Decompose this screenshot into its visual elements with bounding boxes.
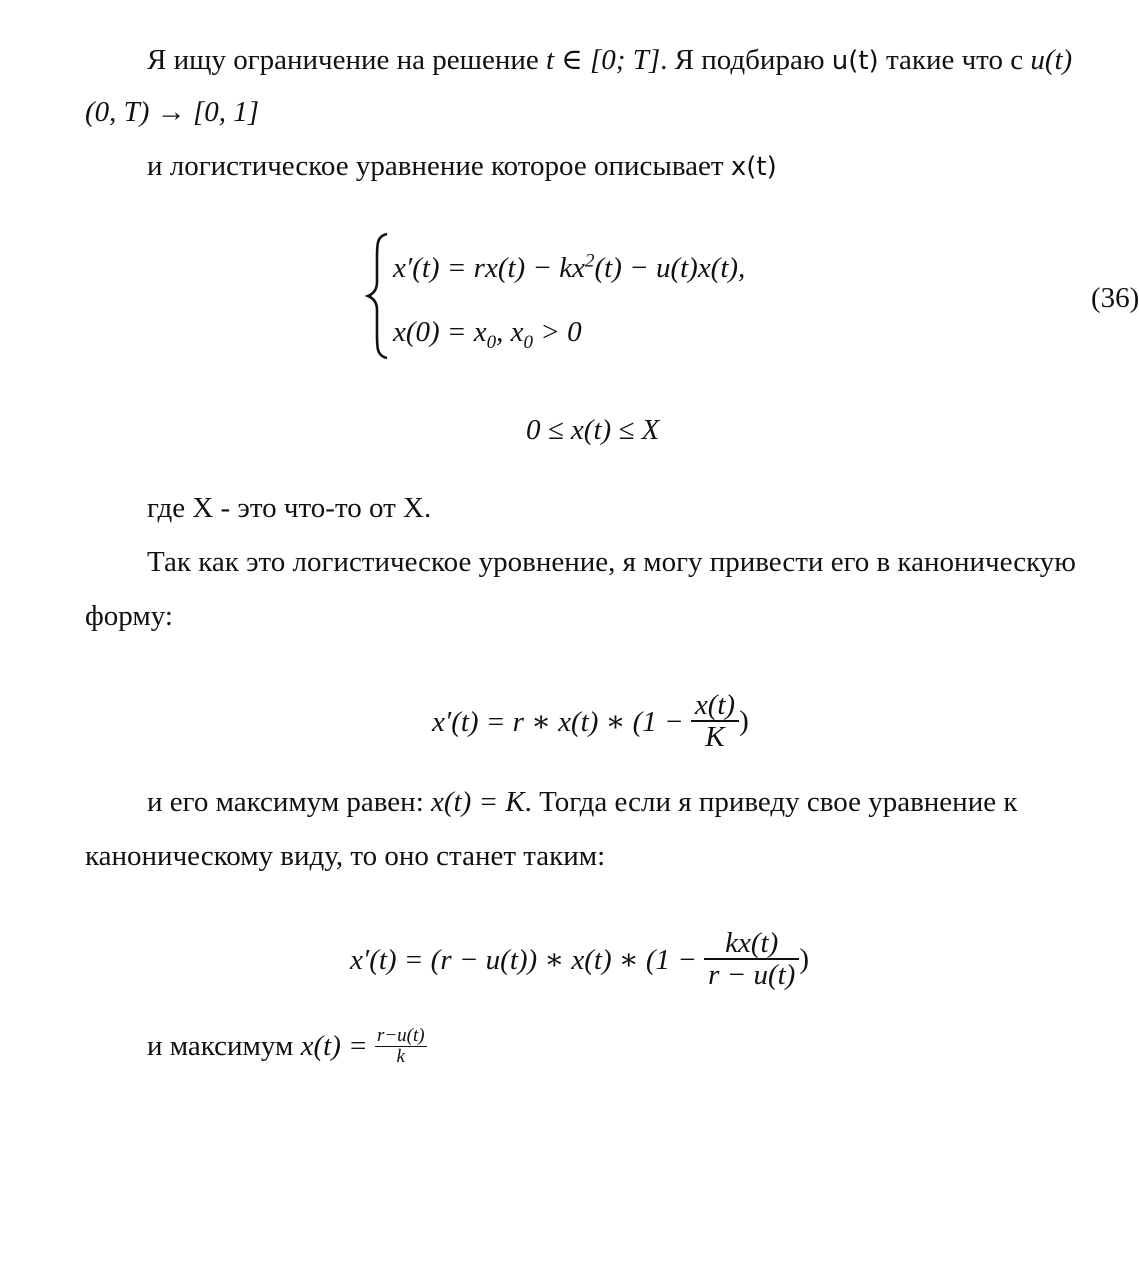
paragraph-2 (147, 150, 777, 183)
fraction-numerator: kx(t) (704, 928, 799, 960)
fraction-denominator: K (705, 721, 725, 754)
eq-fragment: x(0) = x (393, 316, 487, 348)
text-fragment: и его максимум равен: (147, 786, 424, 818)
eq-fragment: x′(t) = rx(t) − kx (393, 252, 585, 284)
text-fragment: . Тогда если я приведу свое уравнение к (524, 786, 1018, 818)
text-fragment: и максимум (147, 1029, 294, 1062)
text-fragment: Я ищу ограничение на решение (147, 44, 539, 76)
text-fragment: такие что с (885, 44, 1024, 76)
eq-subscript: 0 (523, 331, 534, 353)
eq-fragment: ) (799, 942, 809, 975)
eq-fragment: ) (739, 704, 749, 737)
fraction-denominator: k (396, 1045, 405, 1067)
canonical-equation (432, 690, 749, 753)
system-equation-line-2 (393, 316, 582, 353)
text-fragment: и логистическое уравнение которое описывает (147, 150, 724, 182)
eq-fragment: , x (496, 316, 524, 348)
inline-math-max: x(t) = K (431, 786, 525, 818)
inline-fraction (375, 1026, 427, 1067)
paragraph-5-line-1: Так как это логистическое уровнение, я могу привести его в каноническую (147, 546, 1076, 578)
paragraph-6-line-2: каноническому виду, то оно станет таким: (85, 840, 606, 872)
eq-subscript: 0 (486, 331, 497, 353)
bound-equation: 0 ≤ x(t) ≤ X (526, 414, 660, 446)
inline-math-u-of-t: u(t) (1030, 44, 1073, 76)
eq-fragment: (t) − u(t)x(t), (594, 252, 746, 284)
paragraph-7 (147, 1026, 427, 1067)
paragraph-5-line-2: форму: (85, 600, 173, 632)
left-brace-icon (365, 232, 391, 360)
inline-math-t-interval: t ∈ [0; T] (546, 44, 661, 76)
eq-fragment: x′(t) = (r − u(t)) ∗ x(t) ∗ (1 − (350, 943, 697, 976)
fraction (691, 690, 739, 753)
fraction-numerator: x(t) (691, 690, 739, 722)
inline-u-of-t: u(t) (831, 46, 879, 76)
inline-math-max-left: x(t) = (300, 1029, 368, 1062)
paragraph-1-line-2: (0, T) → [0, 1] (85, 96, 260, 128)
eq-superscript: 2 (585, 250, 595, 272)
eq-fragment: x′(t) = r ∗ x(t) ∗ (1 − (432, 705, 684, 738)
eq-fragment: > 0 (533, 316, 582, 348)
modified-equation (350, 928, 809, 991)
fraction-denominator: r − u(t) (708, 959, 796, 992)
fraction (704, 928, 799, 991)
fraction-numerator: r−u(t) (376, 1025, 425, 1046)
paragraph-1-line-1 (147, 42, 1072, 77)
paragraph-4: где X - это что-то от X. (147, 492, 432, 524)
paragraph-6-line-1 (147, 786, 1017, 819)
system-equation-line-1 (393, 252, 745, 285)
inline-x-of-t: x(t) (730, 152, 777, 182)
text-fragment: . Я подбираю (660, 44, 825, 76)
equation-number: (36) (1091, 282, 1139, 314)
